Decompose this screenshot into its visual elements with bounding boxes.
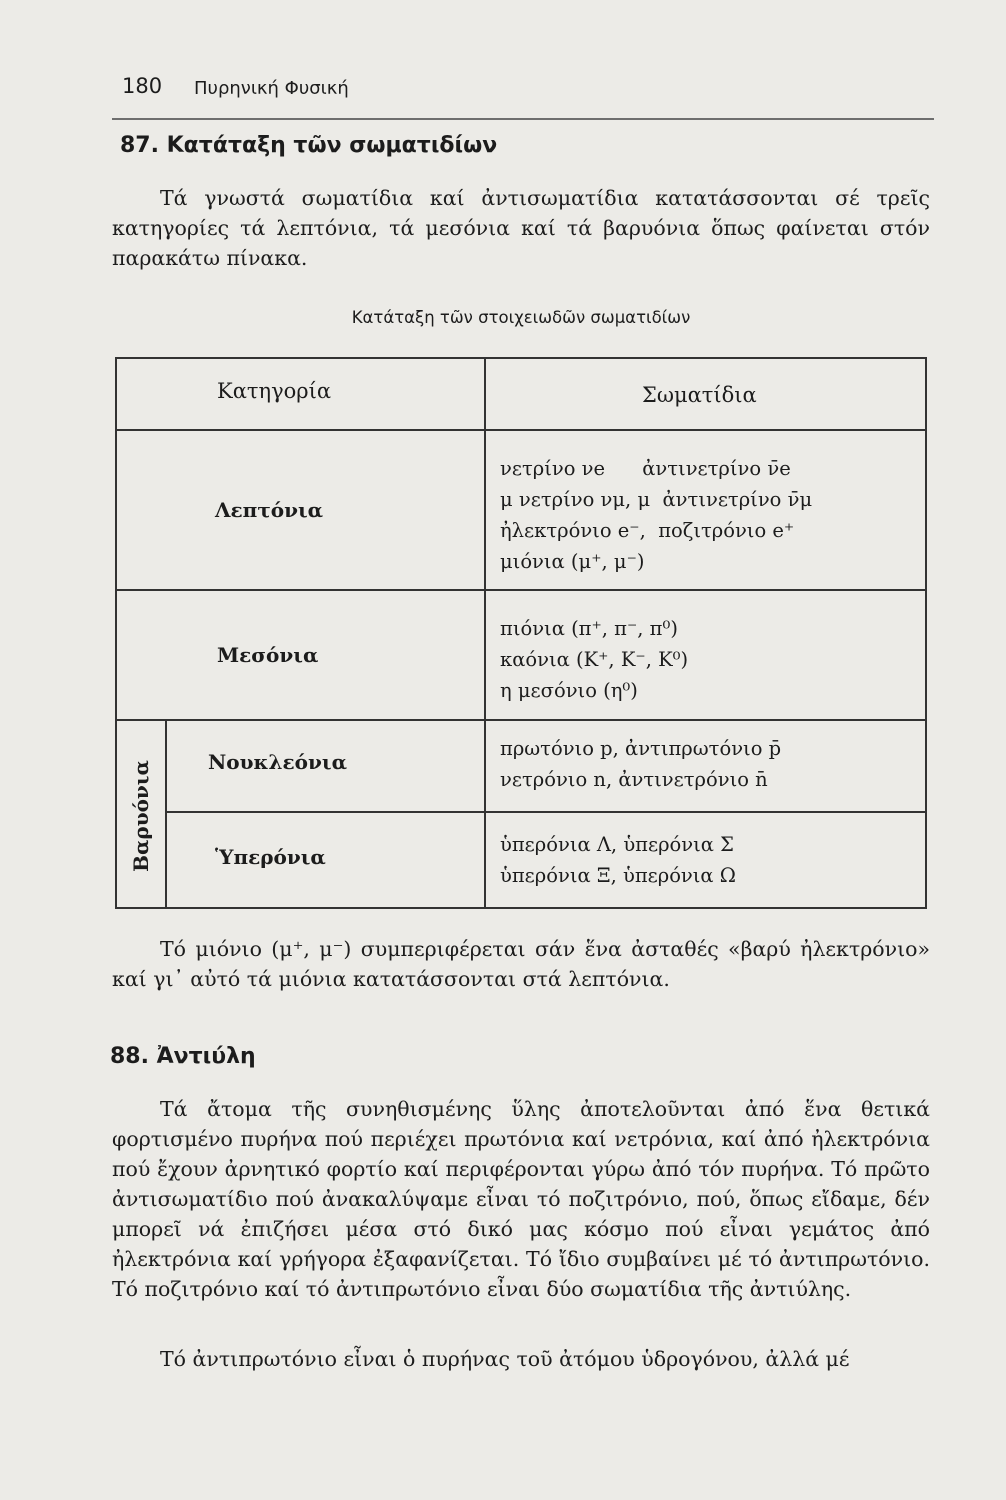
particle-line: ὑπερόνια Ξ, ὑπερόνια Ω — [500, 864, 736, 887]
category-hyperons: Ὑπερόνια — [215, 845, 326, 869]
particle-line: νετρίνο νe ἀντινετρίνο ν̄e — [500, 457, 791, 480]
particle-line: η μεσόνιο (η⁰) — [500, 679, 638, 702]
page-header — [112, 70, 934, 120]
category-nucleons: Νουκλεόνια — [208, 750, 347, 774]
particle-line: νετρόνιο n, ἀντινετρόνιο n̄ — [500, 768, 768, 791]
section-88-paragraph-1: Τά ἄτομα τῆς συνηθισμένης ὕλης ἀποτελοῦνται ἀπό ἕνα θετικά φορτισμένο πυρήνα πού περιέχει πρωτόνια καί νετρόνια, καί ἀπό ἠλεκτρόνια πού ἔχουν ἀρνητικό φορτίο καί περιφέρονται γύρω ἀπό τόν πυρήνα. Τό πρῶτο ἀντισωματίδιο πού ἀνακαλύψαμε εἶναι τό ποζιτρόνιο, πού, ὅπως εἴδαμε, δέν μπορεῖ νά ἐπιζήσει μέσα στό δικό μας κόσμο πού εἶναι γεμάτος ἀπό ἠλεκτρόνια καί γρήγορα ἐξαφανίζεται. Τό ἴδιο συμβαίνει μέ τό ἀντιπρωτόνιο. Τό ποζιτρόνιο καί τό ἀντιπρωτόνιο εἶναι δύο σωματίδια τῆς ἀντιύλης. — [112, 1097, 930, 1301]
particle-line: πρωτόνιο p, ἀντιπρωτόνιο p̄ — [500, 737, 782, 760]
particle-line: μιόνια (μ⁺, μ⁻) — [500, 550, 645, 573]
section-87-paragraph: Τά γνωστά σωματίδια καί ἀντισωματίδια κατατάσσονται σέ τρεῖς κατηγορίες τά λεπτόνια, τά μεσόνια καί τά βαρυόνια ὅπως φαίνεται στόν παρακάτω πίνακα. — [112, 186, 930, 270]
particle-line: ἠλεκτρόνιο e⁻, ποζιτρόνιο e⁺ — [500, 519, 795, 542]
category-leptons: Λεπτόνια — [215, 498, 324, 522]
baryons-label: Βαρυόνια — [129, 760, 154, 872]
header-particles: Σωματίδια — [642, 383, 757, 407]
muon-note: Τό μιόνιο (μ⁺, μ⁻) συμπεριφέρεται σάν ἕνα ἀσταθές «βαρύ ἠλεκτρόνιο» καί γι᾿ αὐτό τά μιόνια κατατάσσονται στά λεπτόνια. — [112, 937, 930, 991]
running-title: Πυρηνική Φυσική — [194, 78, 349, 99]
section-87-heading: 87. Κατάταξη τῶν σωματιδίων — [120, 133, 498, 158]
nucleon-particles — [500, 733, 781, 795]
section-88-paragraph-2: Τό ἀντιπρωτόνιο εἶναι ὁ πυρήνας τοῦ ἀτόμου ὑδρογόνου, ἀλλά μέ — [160, 1347, 850, 1371]
particle-line: ὑπερόνια Λ, ὑπερόνια Σ — [500, 833, 734, 856]
page-number: 180 — [122, 74, 163, 98]
header-category: Κατηγορία — [217, 379, 332, 403]
table-caption: Κατάταξη τῶν στοιχειωδῶν σωματιδίων — [351, 308, 691, 327]
particle-line: πιόνια (π⁺, π⁻, π⁰) — [500, 617, 678, 640]
category-mesons: Μεσόνια — [217, 643, 319, 667]
section-88-heading: 88. Ἀντιύλη — [110, 1044, 256, 1069]
lepton-particles — [500, 453, 812, 577]
particles-table — [115, 357, 927, 909]
meson-particles — [500, 613, 688, 706]
hyperon-particles — [500, 829, 736, 891]
particle-line: μ νετρίνο νμ, μ ἀντινετρίνο ν̄μ — [500, 488, 813, 511]
particle-line: καόνια (K⁺, K⁻, K⁰) — [500, 648, 689, 671]
